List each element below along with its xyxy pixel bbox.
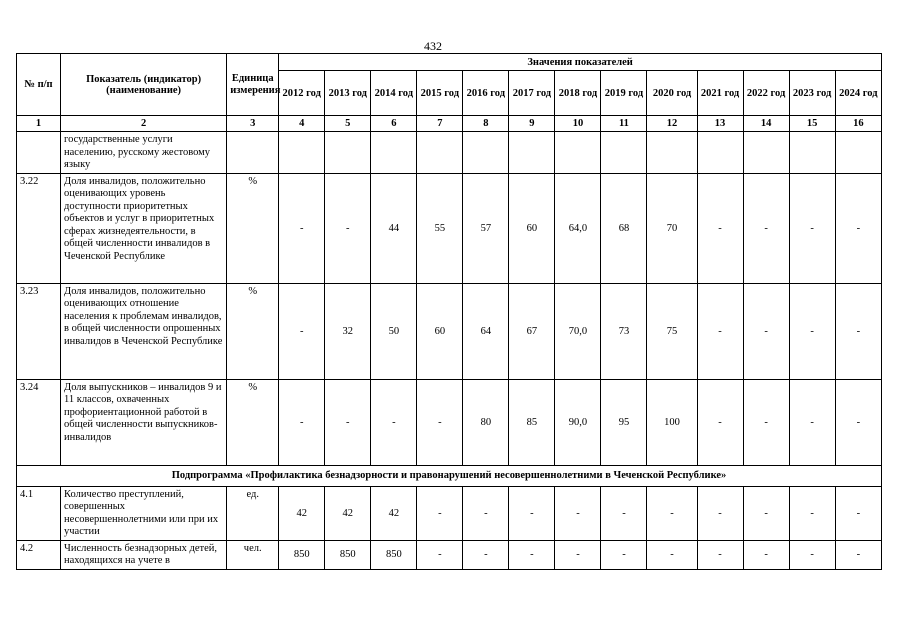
column-number: 6	[371, 116, 417, 132]
row-number: 3.24	[17, 379, 61, 465]
column-number: 1	[17, 116, 61, 132]
indicator-name: Численность безнадзорных детей, находящихся на учете в	[61, 540, 227, 569]
column-number: 8	[463, 116, 509, 132]
column-number: 12	[647, 116, 697, 132]
header-year: 2016 год	[463, 71, 509, 116]
column-number: 11	[601, 116, 647, 132]
value-cell: -	[279, 283, 325, 379]
value-cell	[601, 132, 647, 174]
unit-cell: %	[227, 379, 279, 465]
value-cell: 55	[417, 173, 463, 283]
value-cell: 100	[647, 379, 697, 465]
indicator-name: Доля выпускников – инвалидов 9 и 11 классов, охваченных профориентационной работой в общей численности выпускников-инвалидов	[61, 379, 227, 465]
value-cell: -	[789, 486, 835, 540]
value-cell: -	[743, 283, 789, 379]
value-cell: -	[697, 173, 743, 283]
value-cell: 68	[601, 173, 647, 283]
value-cell: -	[279, 379, 325, 465]
table-row	[17, 283, 882, 379]
value-cell	[743, 132, 789, 174]
value-cell: -	[743, 540, 789, 569]
header-unit: Единица измерения	[227, 54, 279, 116]
subprogram-title: Подпрограмма «Профилактика безнадзорности и правонарушений несовершеннолетними в Чеченской Республике»	[17, 465, 882, 486]
table-row	[17, 173, 882, 283]
value-cell	[509, 132, 555, 174]
value-cell: 64	[463, 283, 509, 379]
header-year: 2017 год	[509, 71, 555, 116]
header-year: 2020 год	[647, 71, 697, 116]
value-cell: 80	[463, 379, 509, 465]
value-cell: -	[417, 486, 463, 540]
value-cell	[417, 132, 463, 174]
value-cell: 60	[417, 283, 463, 379]
column-number: 4	[279, 116, 325, 132]
row-number: 4.2	[17, 540, 61, 569]
value-cell: 85	[509, 379, 555, 465]
value-cell	[371, 132, 417, 174]
value-cell: -	[601, 486, 647, 540]
header-year: 2019 год	[601, 71, 647, 116]
unit-cell: %	[227, 283, 279, 379]
header-year: 2021 год	[697, 71, 743, 116]
value-cell: -	[509, 540, 555, 569]
table-body-2	[17, 486, 882, 569]
header-year: 2014 год	[371, 71, 417, 116]
table-row	[17, 132, 882, 174]
header-year: 2018 год	[555, 71, 601, 116]
value-cell: 850	[325, 540, 371, 569]
value-cell: -	[789, 173, 835, 283]
value-cell	[279, 132, 325, 174]
row-number: 4.1	[17, 486, 61, 540]
unit-cell: ед.	[227, 486, 279, 540]
column-number: 10	[555, 116, 601, 132]
header-year: 2015 год	[417, 71, 463, 116]
value-cell: -	[601, 540, 647, 569]
indicator-name: Количество преступлений, совершенных несовершеннолетними или при их участии	[61, 486, 227, 540]
value-cell: 67	[509, 283, 555, 379]
value-cell: 70	[647, 173, 697, 283]
column-number: 16	[835, 116, 881, 132]
value-cell: -	[371, 379, 417, 465]
value-cell: -	[835, 540, 881, 569]
value-cell: -	[417, 540, 463, 569]
value-cell: -	[647, 540, 697, 569]
value-cell: -	[697, 379, 743, 465]
indicators-table	[16, 53, 882, 570]
header-no: № п/п	[17, 54, 61, 116]
header-year: 2022 год	[743, 71, 789, 116]
column-number: 15	[789, 116, 835, 132]
value-cell: -	[743, 173, 789, 283]
value-cell: -	[325, 173, 371, 283]
column-number: 3	[227, 116, 279, 132]
value-cell: -	[509, 486, 555, 540]
value-cell	[555, 132, 601, 174]
value-cell: -	[743, 486, 789, 540]
value-cell: -	[463, 540, 509, 569]
value-cell: -	[697, 283, 743, 379]
value-cell: -	[789, 540, 835, 569]
value-cell: -	[325, 379, 371, 465]
column-number: 9	[509, 116, 555, 132]
subprogram-row	[17, 465, 882, 486]
value-cell: -	[835, 283, 881, 379]
value-cell: -	[835, 486, 881, 540]
header-year: 2012 год	[279, 71, 325, 116]
value-cell: 850	[371, 540, 417, 569]
column-number: 14	[743, 116, 789, 132]
value-cell: 44	[371, 173, 417, 283]
row-number	[17, 132, 61, 174]
unit-cell: %	[227, 173, 279, 283]
header-year: 2023 год	[789, 71, 835, 116]
row-number: 3.23	[17, 283, 61, 379]
value-cell: -	[835, 379, 881, 465]
indicator-name: Доля инвалидов, положительно оценивающих отношение населения к проблемам инвалидов, в общей численности опрошенных инвалидов в Чеченской Республике	[61, 283, 227, 379]
value-cell: 90,0	[555, 379, 601, 465]
unit-cell	[227, 132, 279, 174]
value-cell: -	[743, 379, 789, 465]
value-cell: -	[463, 486, 509, 540]
header-indicator: Показатель (индикатор) (наименование)	[61, 54, 227, 116]
value-cell	[647, 132, 697, 174]
value-cell	[325, 132, 371, 174]
value-cell: 42	[371, 486, 417, 540]
value-cell: 60	[509, 173, 555, 283]
value-cell	[463, 132, 509, 174]
indicator-name: государственные услуги населению, русскому жестовому языку	[61, 132, 227, 174]
value-cell: 42	[279, 486, 325, 540]
value-cell: -	[279, 173, 325, 283]
value-cell: -	[647, 486, 697, 540]
header-year: 2013 год	[325, 71, 371, 116]
indicator-name: Доля инвалидов, положительно оценивающих уровень доступности приоритетных объектов и услуг в приоритетных сферах жизнедеятельности, в общей численности инвалидов в Чеченской Республике	[61, 173, 227, 283]
page-number: 432	[424, 39, 442, 53]
value-cell: 57	[463, 173, 509, 283]
value-cell: 42	[325, 486, 371, 540]
unit-cell: чел.	[227, 540, 279, 569]
value-cell: -	[835, 173, 881, 283]
value-cell	[789, 132, 835, 174]
table-row	[17, 379, 882, 465]
value-cell: -	[789, 379, 835, 465]
value-cell	[835, 132, 881, 174]
value-cell: -	[555, 540, 601, 569]
value-cell: 73	[601, 283, 647, 379]
value-cell: 850	[279, 540, 325, 569]
value-cell: -	[697, 486, 743, 540]
value-cell: 32	[325, 283, 371, 379]
value-cell: 50	[371, 283, 417, 379]
value-cell: -	[417, 379, 463, 465]
value-cell: 95	[601, 379, 647, 465]
column-number: 5	[325, 116, 371, 132]
value-cell: -	[697, 540, 743, 569]
column-numbers-row	[17, 116, 882, 132]
column-number: 13	[697, 116, 743, 132]
column-number: 7	[417, 116, 463, 132]
value-cell: 64,0	[555, 173, 601, 283]
row-number: 3.22	[17, 173, 61, 283]
value-cell: -	[555, 486, 601, 540]
value-cell: 70,0	[555, 283, 601, 379]
value-cell: -	[789, 283, 835, 379]
column-number: 2	[61, 116, 227, 132]
header-year: 2024 год	[835, 71, 881, 116]
header-values: Значения показателей	[279, 54, 882, 71]
value-cell: 75	[647, 283, 697, 379]
table-row	[17, 540, 882, 569]
value-cell	[697, 132, 743, 174]
table-row	[17, 486, 882, 540]
table-body	[17, 132, 882, 466]
